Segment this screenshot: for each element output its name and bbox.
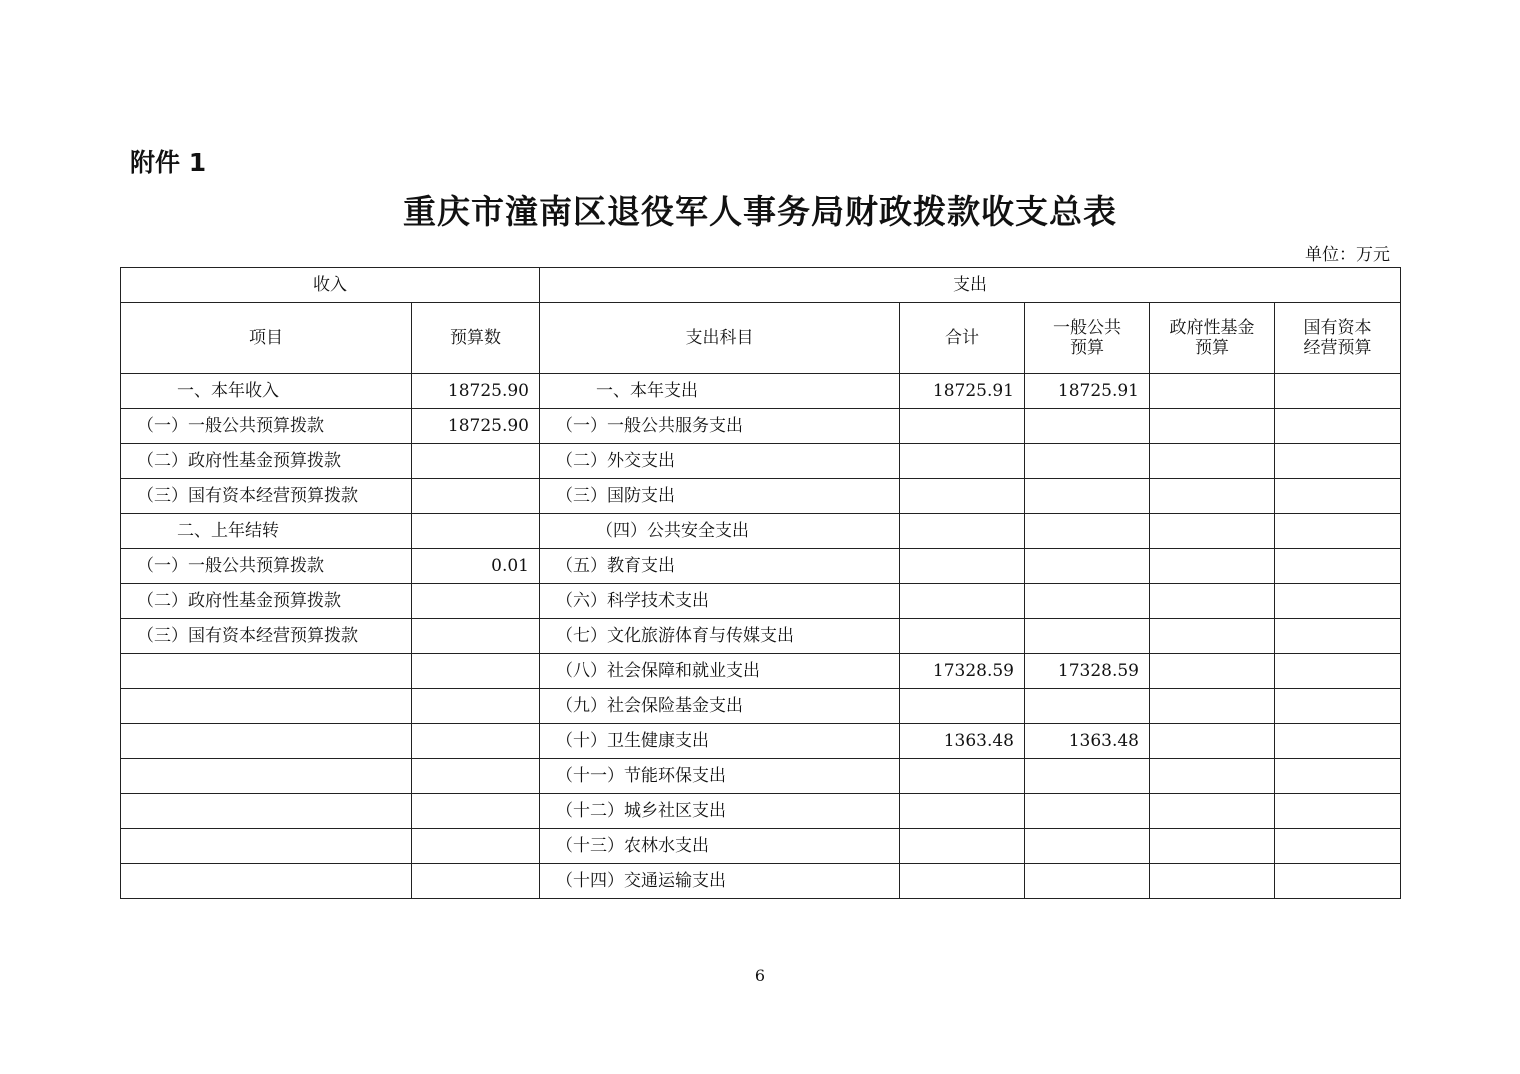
- income-item-cell: [121, 724, 412, 759]
- expense-group-header: 支出: [540, 268, 1401, 303]
- gov-fund-cell: [1150, 374, 1275, 409]
- expense-item-cell: （十三）农林水支出: [540, 829, 900, 864]
- total-cell: [900, 759, 1025, 794]
- table-row: [121, 829, 1401, 864]
- header-gov-fund-line1: 政府性基金: [1169, 318, 1255, 338]
- income-budget-cell: [412, 479, 540, 514]
- table-row: [121, 584, 1401, 619]
- total-cell: [900, 584, 1025, 619]
- general-public-cell: [1025, 584, 1150, 619]
- income-item-cell: 一、本年收入: [121, 374, 412, 409]
- income-group-header: 收入: [121, 268, 540, 303]
- table-row: [121, 444, 1401, 479]
- total-cell: [900, 444, 1025, 479]
- income-budget-cell: [412, 654, 540, 689]
- income-item-cell: （三）国有资本经营预算拨款: [121, 619, 412, 654]
- header-item: 项目: [121, 303, 412, 374]
- header-general-public: [1025, 303, 1150, 374]
- header-total: 合计: [900, 303, 1025, 374]
- gov-fund-cell: [1150, 654, 1275, 689]
- header-state-capital: [1275, 303, 1401, 374]
- expense-item-cell: （十一）节能环保支出: [540, 759, 900, 794]
- income-item-cell: （一）一般公共预算拨款: [121, 409, 412, 444]
- income-budget-cell: [412, 444, 540, 479]
- expense-item-cell: （八）社会保障和就业支出: [540, 654, 900, 689]
- state-capital-cell: [1275, 409, 1401, 444]
- general-public-cell: [1025, 549, 1150, 584]
- expense-item-cell: （二）外交支出: [540, 444, 900, 479]
- table-row: [121, 689, 1401, 724]
- general-public-cell: [1025, 444, 1150, 479]
- gov-fund-cell: [1150, 549, 1275, 584]
- table-row: [121, 864, 1401, 899]
- expense-item-cell: （六）科学技术支出: [540, 584, 900, 619]
- unit-label: 单位：万元: [1305, 245, 1390, 265]
- table-row: [121, 654, 1401, 689]
- state-capital-cell: [1275, 829, 1401, 864]
- table-row: [121, 374, 1401, 409]
- general-public-cell: 17328.59: [1025, 654, 1150, 689]
- income-item-cell: 二、上年结转: [121, 514, 412, 549]
- state-capital-cell: [1275, 549, 1401, 584]
- header-gov-fund-line2: 预算: [1195, 338, 1229, 358]
- gov-fund-cell: [1150, 514, 1275, 549]
- attachment-label: 附件 1: [130, 148, 207, 177]
- header-general-public-line1: 一般公共: [1053, 318, 1121, 338]
- expense-item-cell: （七）文化旅游体育与传媒支出: [540, 619, 900, 654]
- state-capital-cell: [1275, 864, 1401, 899]
- income-item-cell: [121, 759, 412, 794]
- state-capital-cell: [1275, 724, 1401, 759]
- general-public-cell: [1025, 829, 1150, 864]
- gov-fund-cell: [1150, 864, 1275, 899]
- gov-fund-cell: [1150, 829, 1275, 864]
- expense-item-cell: （十二）城乡社区支出: [540, 794, 900, 829]
- income-budget-cell: 18725.90: [412, 374, 540, 409]
- header-state-capital-line2: 经营预算: [1303, 338, 1372, 358]
- total-cell: [900, 409, 1025, 444]
- state-capital-cell: [1275, 619, 1401, 654]
- expense-item-cell: （十）卫生健康支出: [540, 724, 900, 759]
- expense-item-cell: （十四）交通运输支出: [540, 864, 900, 899]
- gov-fund-cell: [1150, 724, 1275, 759]
- total-cell: [900, 794, 1025, 829]
- table-row: [121, 724, 1401, 759]
- general-public-cell: [1025, 794, 1150, 829]
- page-number: 6: [754, 966, 766, 985]
- total-cell: [900, 514, 1025, 549]
- table-row: [121, 409, 1401, 444]
- total-cell: 18725.91: [900, 374, 1025, 409]
- gov-fund-cell: [1150, 759, 1275, 794]
- gov-fund-cell: [1150, 409, 1275, 444]
- header-gov-fund: [1150, 303, 1275, 374]
- income-budget-cell: [412, 514, 540, 549]
- income-budget-cell: [412, 584, 540, 619]
- gov-fund-cell: [1150, 444, 1275, 479]
- general-public-cell: [1025, 689, 1150, 724]
- table-row: [121, 479, 1401, 514]
- income-item-cell: [121, 689, 412, 724]
- income-budget-cell: [412, 759, 540, 794]
- table-row: [121, 514, 1401, 549]
- gov-fund-cell: [1150, 794, 1275, 829]
- total-cell: [900, 549, 1025, 584]
- state-capital-cell: [1275, 584, 1401, 619]
- income-budget-cell: [412, 864, 540, 899]
- income-budget-cell: 0.01: [412, 549, 540, 584]
- income-budget-cell: [412, 689, 540, 724]
- general-public-cell: [1025, 409, 1150, 444]
- general-public-cell: 1363.48: [1025, 724, 1150, 759]
- gov-fund-cell: [1150, 619, 1275, 654]
- table-row: [121, 549, 1401, 584]
- gov-fund-cell: [1150, 689, 1275, 724]
- income-item-cell: [121, 829, 412, 864]
- income-budget-cell: [412, 794, 540, 829]
- income-item-cell: （二）政府性基金预算拨款: [121, 584, 412, 619]
- total-cell: 17328.59: [900, 654, 1025, 689]
- total-cell: [900, 829, 1025, 864]
- general-public-cell: [1025, 864, 1150, 899]
- state-capital-cell: [1275, 374, 1401, 409]
- state-capital-cell: [1275, 444, 1401, 479]
- table-row: [121, 759, 1401, 794]
- income-budget-cell: [412, 724, 540, 759]
- state-capital-cell: [1275, 479, 1401, 514]
- income-budget-cell: [412, 619, 540, 654]
- header-expense-subject: 支出科目: [540, 303, 900, 374]
- state-capital-cell: [1275, 689, 1401, 724]
- total-cell: [900, 689, 1025, 724]
- income-item-cell: （三）国有资本经营预算拨款: [121, 479, 412, 514]
- header-budget: 预算数: [412, 303, 540, 374]
- income-item-cell: （二）政府性基金预算拨款: [121, 444, 412, 479]
- expense-item-cell: 一、本年支出: [540, 374, 900, 409]
- state-capital-cell: [1275, 514, 1401, 549]
- general-public-cell: [1025, 619, 1150, 654]
- header-general-public-line2: 预算: [1070, 338, 1104, 358]
- state-capital-cell: [1275, 654, 1401, 689]
- income-item-cell: [121, 864, 412, 899]
- table-row: [121, 794, 1401, 829]
- header-state-capital-line1: 国有资本: [1303, 318, 1372, 338]
- budget-table: [120, 267, 1401, 899]
- general-public-cell: [1025, 514, 1150, 549]
- income-budget-cell: [412, 829, 540, 864]
- income-item-cell: [121, 654, 412, 689]
- general-public-cell: [1025, 759, 1150, 794]
- total-cell: [900, 479, 1025, 514]
- total-cell: [900, 864, 1025, 899]
- expense-item-cell: （五）教育支出: [540, 549, 900, 584]
- gov-fund-cell: [1150, 584, 1275, 619]
- expense-item-cell: （九）社会保险基金支出: [540, 689, 900, 724]
- income-item-cell: [121, 794, 412, 829]
- gov-fund-cell: [1150, 479, 1275, 514]
- expense-item-cell: （四）公共安全支出: [540, 514, 900, 549]
- income-budget-cell: 18725.90: [412, 409, 540, 444]
- document-title: 重庆市潼南区退役军人事务局财政拨款收支总表: [403, 192, 1117, 231]
- state-capital-cell: [1275, 794, 1401, 829]
- total-cell: [900, 619, 1025, 654]
- table-row: [121, 619, 1401, 654]
- income-item-cell: （一）一般公共预算拨款: [121, 549, 412, 584]
- state-capital-cell: [1275, 759, 1401, 794]
- expense-item-cell: （三）国防支出: [540, 479, 900, 514]
- total-cell: 1363.48: [900, 724, 1025, 759]
- expense-item-cell: （一）一般公共服务支出: [540, 409, 900, 444]
- general-public-cell: 18725.91: [1025, 374, 1150, 409]
- general-public-cell: [1025, 479, 1150, 514]
